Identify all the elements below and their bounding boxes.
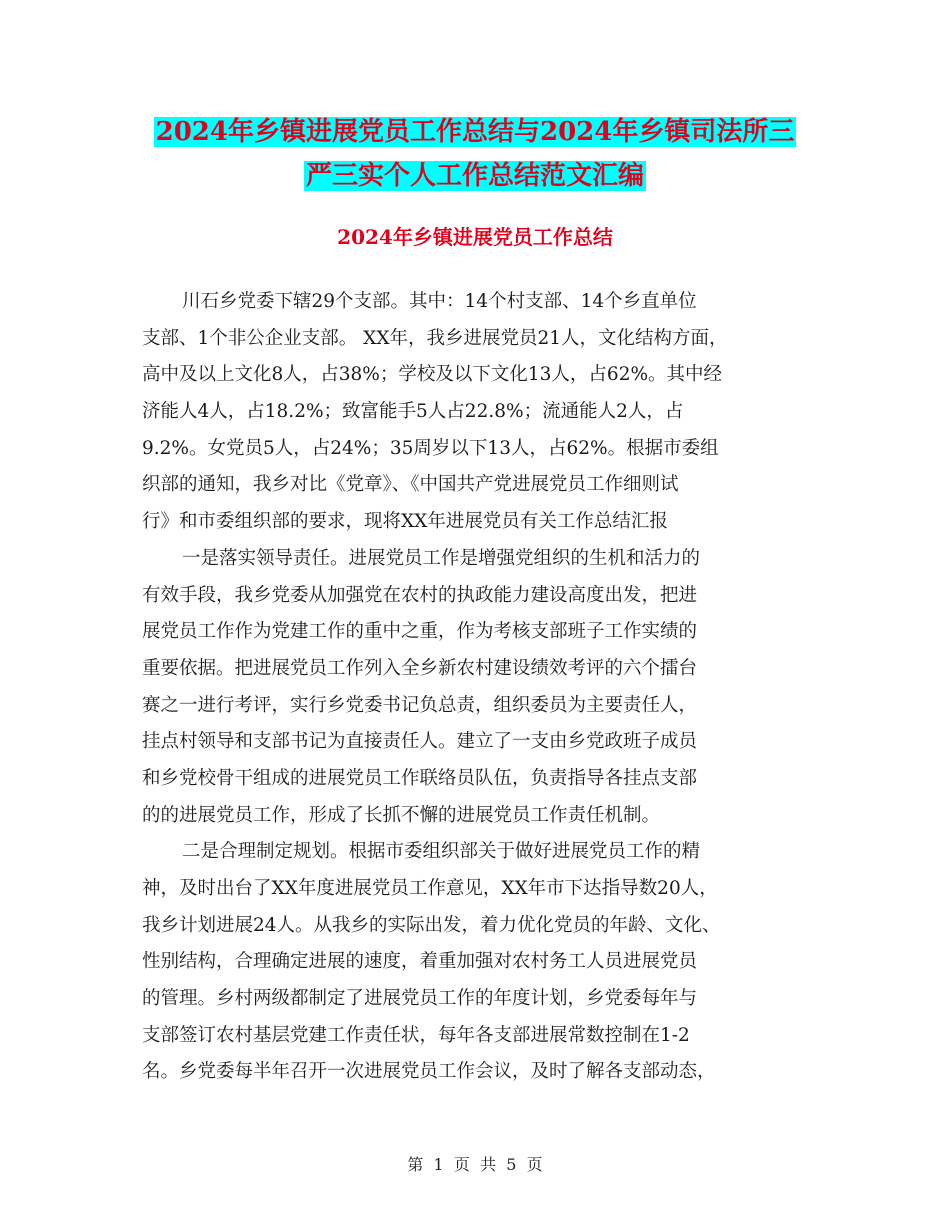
- page-number-footer: 第 1 页 共 5 页: [407, 1155, 543, 1174]
- document-title-line-1: 2024年乡镇进展党员工作总结与2024年乡镇司法所三: [155, 117, 795, 147]
- document-title-line-2: 严三实个人工作总结范文汇编: [305, 161, 644, 191]
- paragraph-1: [142, 284, 822, 541]
- text-line: 一是落实领导责任。进展党员工作是增强党组织的生机和活力的: [182, 547, 701, 569]
- text-line: 挂点村领导和支部书记为直接责任人。建立了一支由乡党政班子成员: [142, 731, 698, 753]
- text-line: 高中及以上文化8人，占38%；学校及以下文化13人，占62%。其中经: [142, 364, 723, 386]
- text-line: 展党员工作作为党建工作的重中之重，作为考核支部班子工作实绩的: [142, 621, 698, 643]
- text-line: 赛之一进行考评，实行乡党委书记负总责，组织委员为主要责任人，: [142, 694, 698, 716]
- text-line: 济能人4人，占18.2%；致富能手5人占22.8%；流通能人2人，占: [142, 401, 684, 423]
- text-line: 支部签订农村基层党建工作责任状，每年各支部进展常数控制在1-2: [142, 1024, 690, 1046]
- text-line: 性别结构，合理确定进展的速度，着重加强对农村务工人员进展党员: [142, 951, 698, 973]
- paragraph-2: [142, 541, 822, 835]
- text-line: 支部、1个非公企业支部。 XX年，我乡进展党员21人，文化结构方面，: [142, 327, 728, 349]
- text-line: 的的进展党员工作，形成了长抓不懈的进展党员工作责任机制。: [142, 804, 661, 826]
- paragraph-3: [142, 834, 822, 1091]
- text-line: 的管理。乡村两级都制定了进展党员工作的年度计划，乡党委每年与: [142, 988, 698, 1010]
- text-line: 川石乡党委下辖29个支部。其中：14个村支部、14个乡直单位: [182, 291, 697, 312]
- text-line: 和乡党校骨干组成的进展党员工作联络员队伍，负责指导各挂点支部: [142, 767, 698, 789]
- text-line: 名。乡党委每半年召开一次进展党员工作会议，及时了解各支部动态，: [142, 1061, 716, 1083]
- text-line: 神，及时出台了XX年度进展党员工作意见，XX年市下达指导数20人，: [142, 878, 718, 899]
- text-line: 织部的通知，我乡对比《党章》、《中国共产党进展党员工作细则试: [142, 474, 679, 496]
- text-line: 二是合理制定规划。根据市委组织部关于做好进展党员工作的精: [182, 841, 701, 863]
- section-heading: 2024年乡镇进展党员工作总结: [337, 225, 613, 249]
- body-text: [142, 284, 822, 1091]
- text-line: 有效手段，我乡党委从加强党在农村的执政能力建设高度出发，把进: [142, 584, 698, 606]
- text-line: 行》和市委组织部的要求，现将XX年进展党员有关工作总结汇报: [142, 511, 668, 533]
- text-line: 重要依据。把进展党员工作列入全乡新农村建设绩效考评的六个擂台: [142, 657, 698, 679]
- text-line: 9.2%。女党员5人，占24%；35周岁以下13人，占62%。根据市委组: [142, 437, 719, 459]
- text-line: 我乡计划进展24人。从我乡的实际出发，着力优化党员的年龄、文化、: [142, 914, 721, 936]
